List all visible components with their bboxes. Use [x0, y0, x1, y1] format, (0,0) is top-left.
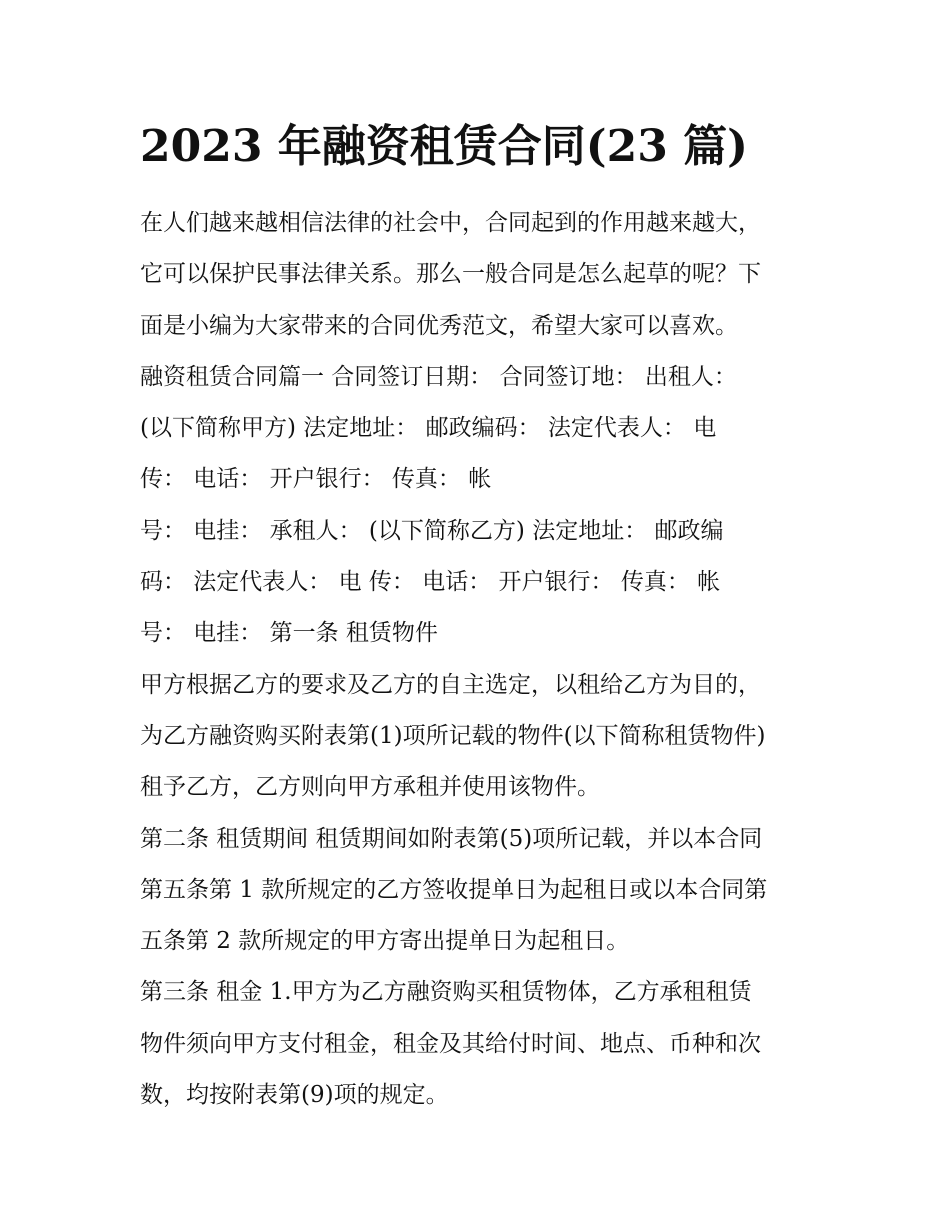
article-two-paragraph [140, 814, 812, 968]
text-line: (以下简称甲方) 法定地址： 邮政编码： 法定代表人： 电 [140, 415, 717, 442]
text-line: 第五条第 1 款所规定的乙方签收提单日为起租日或以本合同第 [140, 876, 768, 903]
intro-paragraph [140, 198, 812, 352]
text-line: 第三条 租金 1.甲方为乙方融资购买租赁物体，乙方承租租赁 [140, 979, 752, 1006]
text-line: 融资租赁合同篇一 合同签订日期： 合同签订地： 出租人： [140, 363, 737, 390]
article-three-paragraph [140, 967, 812, 1121]
text-line: 五条第 2 款所规定的甲方寄出提单日为起租日。 [140, 928, 630, 955]
text-line: 物件须向甲方支付租金，租金及其给付时间、地点、币种和次 [140, 1030, 761, 1057]
text-line: 在人们越来越相信法律的社会中，合同起到的作用越来越大， [140, 210, 761, 236]
document-title: 2023 年融资租赁合同(23 篇) [140, 121, 748, 172]
article-one-paragraph [140, 660, 812, 814]
contract-header-paragraph [140, 352, 812, 660]
text-line: 它可以保护民事法律关系。那么一般合同是怎么起草的呢？下 [140, 261, 761, 288]
text-line: 为乙方融资购买附表第(1)项所记载的物件(以下简称租赁物件) [140, 722, 766, 749]
text-line: 租予乙方，乙方则向甲方承租并使用该物件。 [140, 774, 600, 801]
document-page [140, 112, 812, 1121]
text-line: 传： 电话： 开户银行： 传真： 帐 [140, 466, 492, 493]
text-line: 第二条 租赁期间 租赁期间如附表第(5)项所记载，并以本合同 [140, 825, 763, 852]
text-line: 数，均按附表第(9)项的规定。 [140, 1082, 449, 1109]
text-line: 面是小编为大家带来的合同优秀范文，希望大家可以喜欢。 [140, 312, 738, 339]
text-line: 码： 法定代表人： 电 传： 电话： 开户银行： 传真： 帐 [140, 569, 721, 596]
text-line: 甲方根据乙方的要求及乙方的自主选定，以租给乙方为目的， [140, 671, 761, 698]
text-line: 号： 电挂： 第一条 租赁物件 [140, 620, 438, 647]
text-line: 号： 电挂： 承租人： (以下简称乙方) 法定地址： 邮政编 [140, 517, 724, 544]
